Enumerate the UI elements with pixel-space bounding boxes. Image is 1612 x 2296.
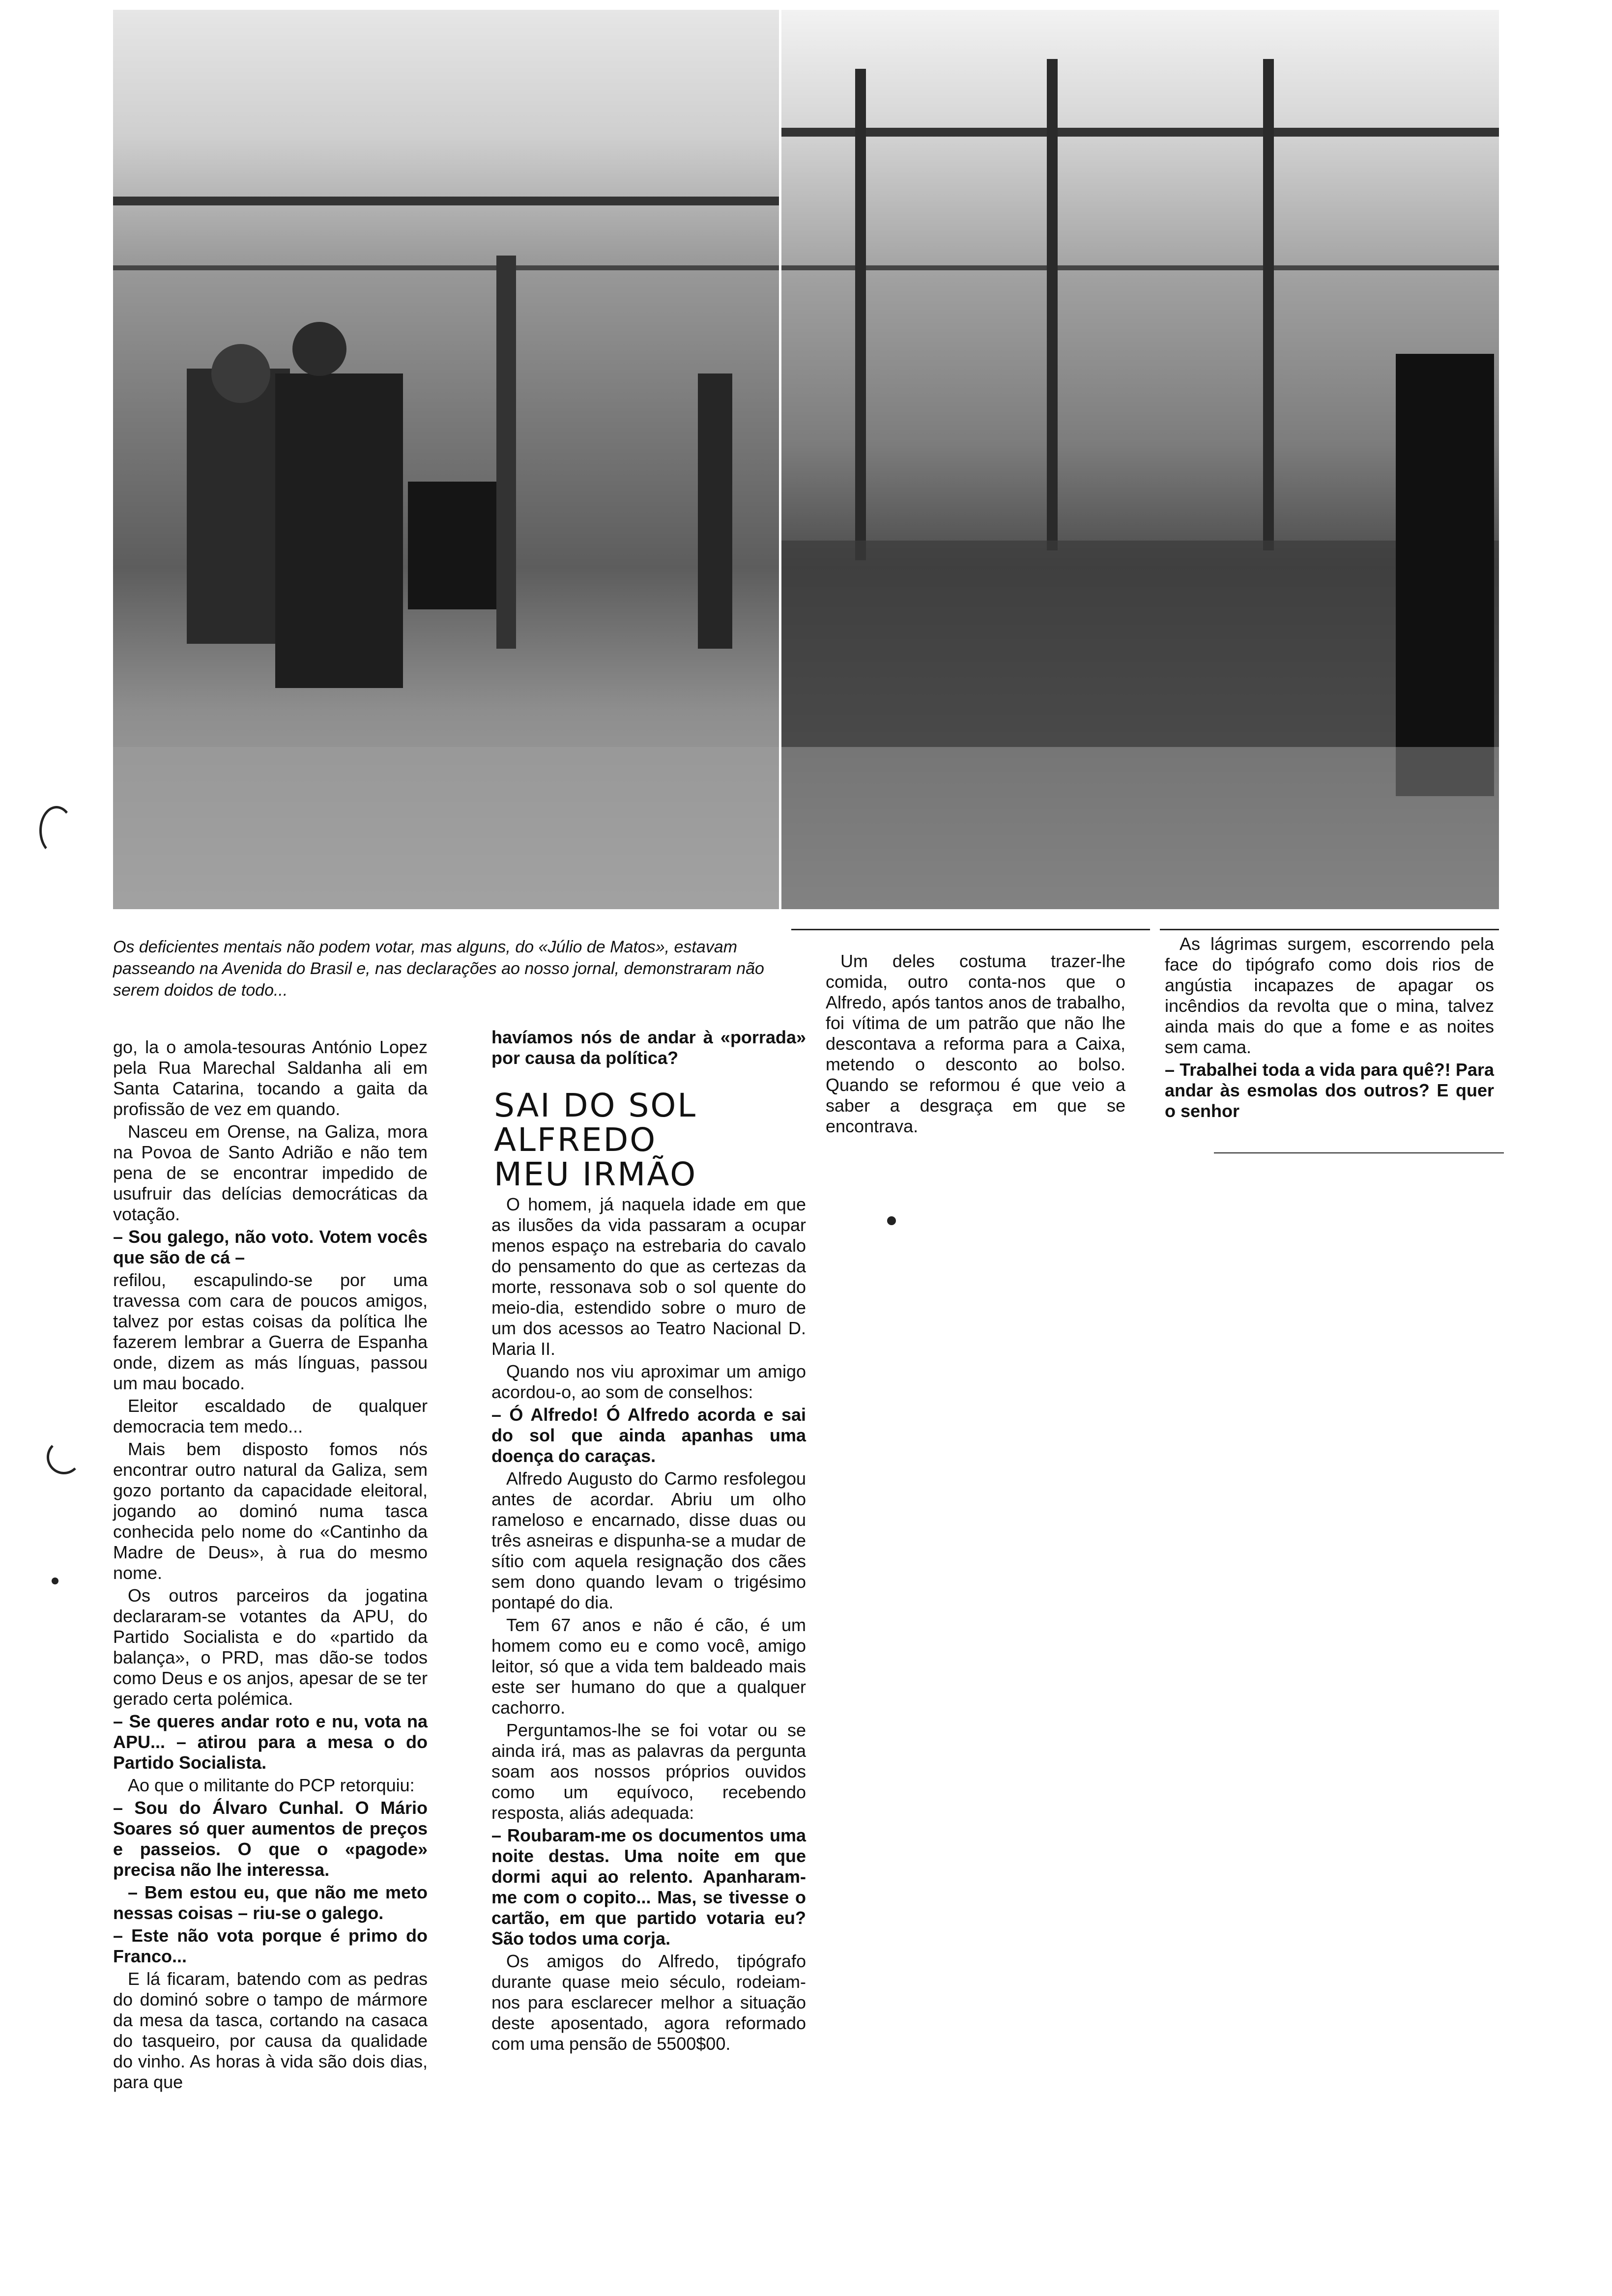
quote: – Se queres andar roto e nu, vota na APU... – atirou para a mesa o do Partido Socialista. — [113, 1711, 428, 1773]
quote: – Sou do Álvaro Cunhal. O Mário Soares só quer aumentos de preços e passeios. O que o «pagode» precisa não lhe interessa. — [113, 1798, 428, 1880]
photo-right — [781, 10, 1499, 909]
photo-caption: Os deficientes mentais não podem votar, mas alguns, do «Júlio de Matos», estavam passeando na Avenida do Brasil e, nas declarações ao nosso jornal, demonstraram não serem doidos de todo... — [113, 938, 764, 1000]
column-2 — [491, 1027, 806, 1070]
quote: – Ó Alfredo! Ó Alfredo acorda e sai do sol que ainda apanhas uma doença do caraças. — [491, 1405, 806, 1466]
paragraph: Mais bem disposto fomos nós encontrar outro natural da Galiza, sem gozo portanto da capacidade eleitoral, jogando ao dominó numa tasca conhecida pelo nome do «Cantinho da Madre de Deus», à rua do mesmo nome. — [113, 1439, 428, 1583]
paragraph: As lágrimas surgem, escorrendo pela face do tipógrafo como dois rios de angústia incapazes de apagar os incêndios da revolta que o mina, talvez ainda mais do que a fome e as noites sem cama. — [1165, 934, 1494, 1057]
paragraph: Ao que o militante do PCP retorquiu: — [128, 1775, 415, 1795]
paragraph: Nasceu em Orense, na Galiza, mora na Povoa de Santo Adrião e não tem pena de se encontrar impedido de usufruir das delícias democráticas da votação. — [113, 1121, 428, 1224]
photo-left — [113, 10, 779, 909]
column-3 — [826, 951, 1125, 1139]
headline-line: SAI DO SOL — [494, 1087, 697, 1124]
column-1 — [113, 1037, 428, 2095]
headline-line: ALFREDO — [494, 1121, 657, 1159]
article-headline — [494, 1089, 697, 1192]
paragraph: Os outros parceiros da jogatina declararam-se votantes da APU, do Partido Socialista e do «partido da balança», o PRD, mas dão-se todos como Deus e os anjos, apesar de se ter gerado certa polémica. — [113, 1585, 428, 1709]
paragraph: E lá ficaram, batendo com as pedras do dominó sobre o tampo de mármore da mesa da tasca, cortando na casaca do tasqueiro, por causa da qualidade do vinho. As horas à vida são dois dias, para que — [113, 1969, 428, 2092]
column-rule — [1214, 1152, 1504, 1153]
headline-line: MEU IRMÃO — [494, 1155, 697, 1193]
quote: havíamos nós de andar à «porrada» por causa da política? — [491, 1027, 806, 1068]
paragraph: Tem 67 anos e não é cão, é um homem como eu e como você, amigo leitor, só que a vida tem baldeado mais este ser humano do que a qualquer cachorro. — [491, 1615, 806, 1718]
paragraph: go, la o amola-tesouras António Lopez pela Rua Marechal Saldanha ali em Santa Catarina, tocando a gaita da profissão de vez em quando. — [113, 1037, 428, 1119]
scan-mark — [47, 1440, 81, 1474]
quote: – Este não vota porque é primo do Franco... — [113, 1925, 428, 1966]
paragraph: Perguntamos-lhe se foi votar ou se ainda irá, mas as palavras da pergunta soam aos nossos próprios ouvidos como um equívoco, recebendo resposta, aliás adequada: — [491, 1720, 806, 1823]
photo-right-scene — [781, 10, 1499, 909]
scan-mark — [39, 806, 74, 855]
column-2-body — [491, 1194, 806, 2056]
column-rule — [1160, 929, 1499, 930]
quote: – Roubaram-me os documentos uma noite destas. Uma noite em que dormi aqui ao relento. Apanharam-me com o copito... Mas, se tivesse o cartão, em que partido votaria eu? São todos uma corja. — [491, 1825, 806, 1949]
column-4 — [1165, 934, 1494, 1123]
paragraph: Eleitor escaldado de qualquer democracia tem medo... — [113, 1396, 428, 1436]
quote: – Bem estou eu, que não me meto nessas coisas – riu-se o galego. — [113, 1882, 428, 1923]
scan-dot — [52, 1578, 58, 1584]
paragraph: O homem, já naquela idade em que as ilusões da vida passaram a ocupar menos espaço na estrebaria do cavalo do pensamento do que as certezas da morte, ressonava sob o sol quente do meio-dia, estendido sobre o muro de um dos acessos ao Teatro Nacional D. Maria II. — [491, 1194, 806, 1359]
photo-left-figures — [113, 10, 779, 909]
paragraph: Alfredo Augusto do Carmo resfolegou antes de acordar. Abriu um olho rameloso e encarnado, disse duas ou três asneiras e dispunha-se a mudar de sítio com aquela resignação dos cães sem dono quando levam o trigésimo pontapé do dia. — [491, 1468, 806, 1612]
column-rule — [791, 929, 1150, 930]
paragraph: Os amigos do Alfredo, tipógrafo durante quase meio século, rodeiam-nos para esclarecer melhor a situação deste aposentado, agora reformado com uma pensão de 5500$00. — [491, 1951, 806, 2054]
paragraph: Um deles costuma trazer-lhe comida, outro conta-nos que o Alfredo, após tantos anos de trabalho, foi vítima de um patrão que não lhe descontava a reforma para a Caixa, metendo o desconto ao bolso. Quando se reformou é que veio a saber a desgraça em que se encontrava. — [826, 951, 1125, 1136]
quote: – Sou galego, não voto. Votem vocês que são de cá – — [113, 1227, 428, 1267]
paragraph: Quando nos viu aproximar um amigo acordou-o, ao som de conselhos: — [491, 1361, 806, 1402]
quote: – Trabalhei toda a vida para quê?! Para andar às esmolas dos outros? E quer o senhor — [1165, 1060, 1494, 1121]
paragraph: refilou, escapulindo-se por uma travessa com cara de poucos amigos, talvez por estas coisas da política lhe fazerem lembrar a Guerra de Espanha onde, dizem as más línguas, passou um mau bocado. — [113, 1270, 428, 1393]
scan-dot — [887, 1216, 896, 1225]
